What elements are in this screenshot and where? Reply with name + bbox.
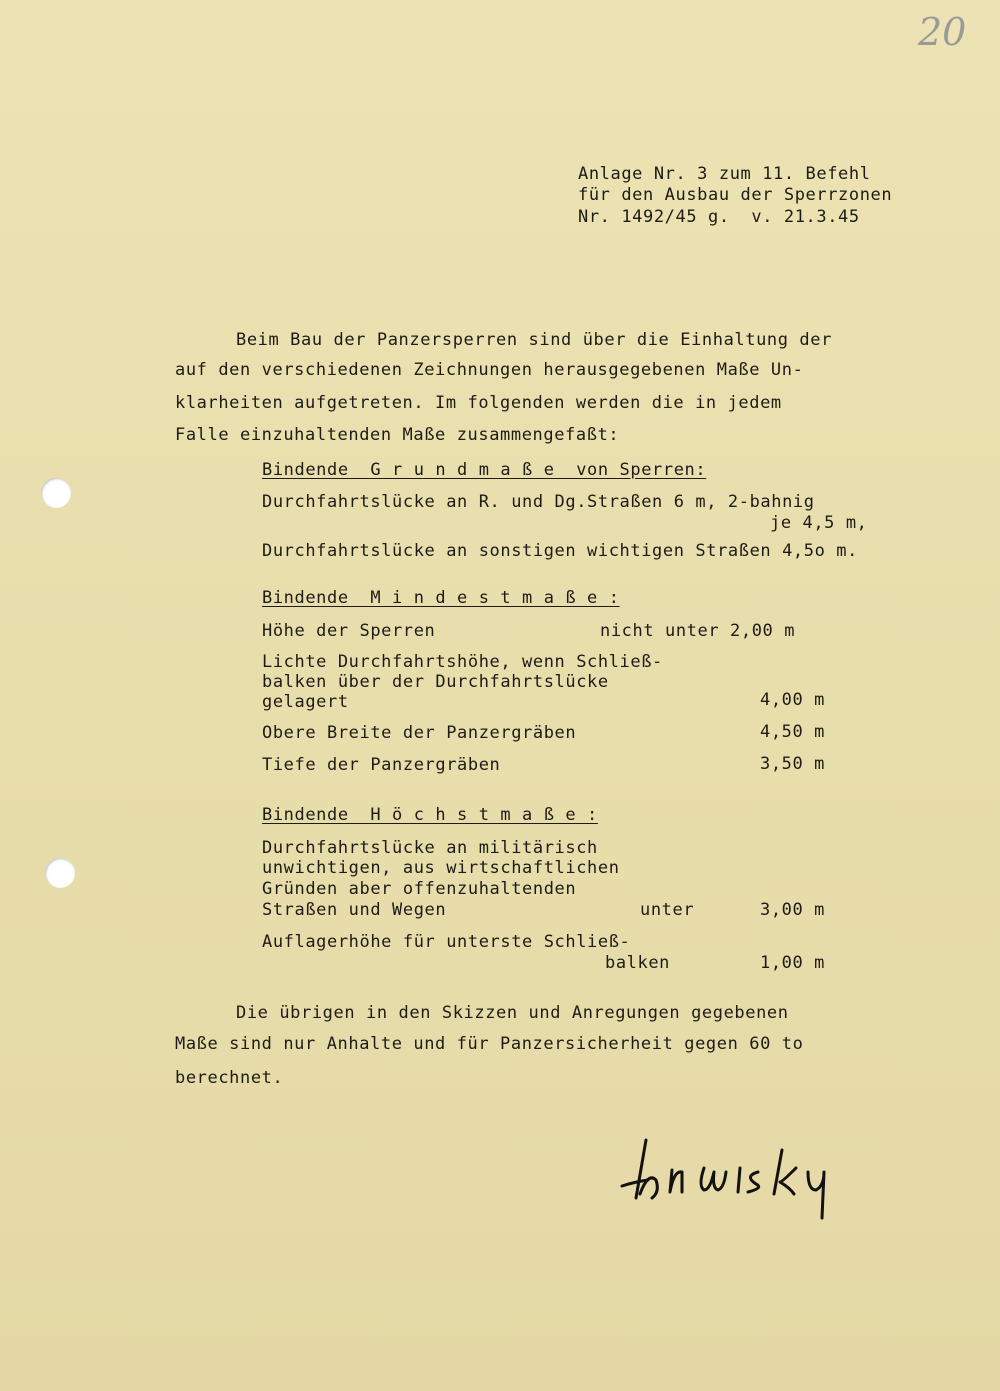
measure-qualifier: unter (640, 900, 695, 920)
section-line: je 4,5 m, (770, 513, 868, 533)
handwritten-signature (612, 1128, 852, 1228)
measure-value: 1,00 m (760, 953, 826, 973)
page-number: 20 (918, 10, 967, 54)
punch-hole-top (41, 478, 71, 508)
header-line: für den Ausbau der Sperrzonen (578, 185, 893, 205)
measure-value: 4,50 m (760, 722, 826, 742)
measure-value: 3,00 m (760, 900, 826, 920)
measure-value: 3,50 m (760, 754, 826, 774)
measure-label: balken über der Durchfahrtslücke (262, 672, 609, 692)
header-line: Nr. 1492/45 g. v. 21.3.45 (578, 207, 860, 227)
punch-hole-bottom (45, 858, 75, 888)
intro-line: auf den verschiedenen Zeichnungen herausgegebenen Maße Un- (175, 360, 804, 380)
measure-label: Höhe der Sperren (262, 621, 436, 641)
measure-label: Tiefe der Panzergräben (262, 755, 501, 775)
measure-label: Lichte Durchfahrtshöhe, wenn Schließ- (262, 652, 663, 672)
measure-label: Gründen aber offenzuhaltenden (262, 879, 577, 899)
header-line: Anlage Nr. 3 zum 11. Befehl (578, 164, 871, 184)
measure-label: gelagert (262, 692, 349, 712)
measure-label: Straßen und Wegen (262, 900, 447, 920)
closing-line: berechnet. (175, 1068, 284, 1088)
closing-line: Maße sind nur Anhalte und für Panzersicherheit gegen 60 to (175, 1034, 804, 1054)
measure-label: unwichtigen, aus wirtschaftlichen (262, 858, 620, 878)
section-heading: Bindende G r u n d m a ß e von Sperren: (262, 460, 707, 480)
section-heading: Bindende H ö c h s t m a ß e : (262, 805, 598, 825)
measure-label: balken (605, 953, 671, 973)
section-line: Durchfahrtslücke an sonstigen wichtigen Straßen 4,5o m. (262, 541, 858, 561)
measure-label: Obere Breite der Panzergräben (262, 723, 577, 743)
measure-label: Auflagerhöhe für unterste Schließ- (262, 932, 631, 952)
intro-line: klarheiten aufgetreten. Im folgenden werden die in jedem (175, 393, 782, 413)
intro-line: Beim Bau der Panzersperren sind über die Einhaltung der (236, 330, 832, 350)
closing-line: Die übrigen in den Skizzen und Anregungen gegebenen (236, 1003, 789, 1023)
intro-line: Falle einzuhaltenden Maße zusammengefaßt: (175, 425, 620, 445)
measure-value: 4,00 m (760, 690, 826, 710)
measure-value: nicht unter 2,00 m (600, 621, 796, 641)
section-heading: Bindende M i n d e s t m a ß e : (262, 588, 620, 608)
section-line: Durchfahrtslücke an R. und Dg.Straßen 6 m, 2-bahnig (262, 492, 815, 512)
measure-label: Durchfahrtslücke an militärisch (262, 838, 598, 858)
